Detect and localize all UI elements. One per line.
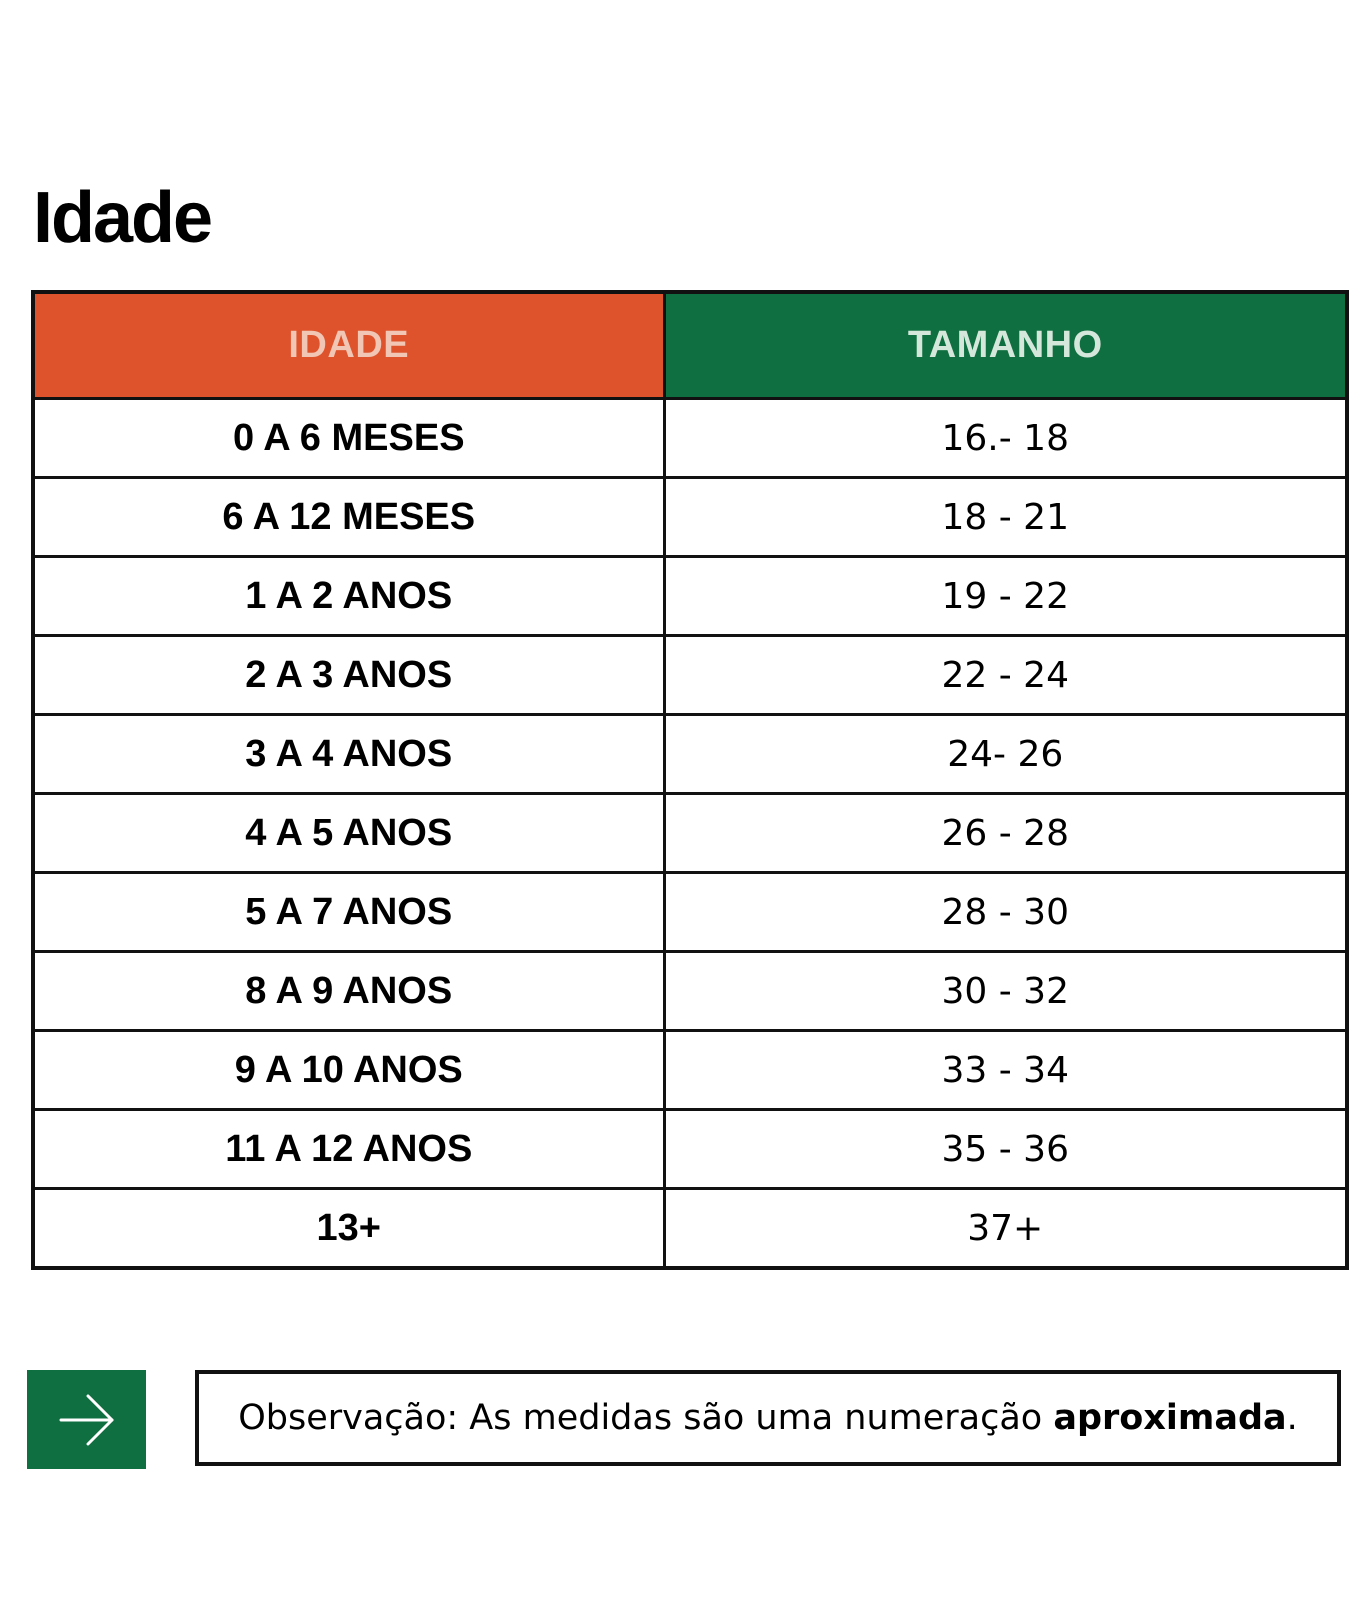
header-age: IDADE [33, 292, 664, 399]
age-cell: 3 A 4 ANOS [33, 715, 664, 794]
size-cell: 28 - 30 [664, 873, 1347, 952]
table-row [33, 952, 1347, 1031]
note-text-prefix: Observação: As medidas são uma numeração [238, 1398, 1054, 1438]
size-cell: 24- 26 [664, 715, 1347, 794]
size-table [31, 290, 1349, 1270]
size-cell: 37+ [664, 1189, 1347, 1269]
age-cell: 6 A 12 MESES [33, 478, 664, 557]
size-cell: 19 - 22 [664, 557, 1347, 636]
table-header-row [33, 292, 1347, 399]
age-cell: 11 A 12 ANOS [33, 1110, 664, 1189]
header-size: TAMANHO [664, 292, 1347, 399]
page-title: Idade [33, 178, 212, 258]
age-cell: 13+ [33, 1189, 664, 1269]
age-cell: 9 A 10 ANOS [33, 1031, 664, 1110]
age-cell: 5 A 7 ANOS [33, 873, 664, 952]
age-cell: 8 A 9 ANOS [33, 952, 664, 1031]
size-cell: 33 - 34 [664, 1031, 1347, 1110]
note-box [195, 1370, 1341, 1466]
note-text [238, 1398, 1298, 1438]
table-row [33, 1189, 1347, 1269]
size-cell: 18 - 21 [664, 478, 1347, 557]
size-cell: 35 - 36 [664, 1110, 1347, 1189]
table-row [33, 794, 1347, 873]
note-text-bold: aproximada [1053, 1398, 1287, 1438]
size-cell: 26 - 28 [664, 794, 1347, 873]
table-row [33, 557, 1347, 636]
table-row [33, 636, 1347, 715]
table-row [33, 715, 1347, 794]
arrow-box [27, 1370, 146, 1469]
size-cell: 30 - 32 [664, 952, 1347, 1031]
age-cell: 1 A 2 ANOS [33, 557, 664, 636]
table-row [33, 399, 1347, 478]
size-cell: 22 - 24 [664, 636, 1347, 715]
age-cell: 0 A 6 MESES [33, 399, 664, 478]
table-row [33, 1110, 1347, 1189]
age-cell: 2 A 3 ANOS [33, 636, 664, 715]
note-text-suffix: . [1286, 1398, 1298, 1438]
table-row [33, 1031, 1347, 1110]
age-cell: 4 A 5 ANOS [33, 794, 664, 873]
table-row [33, 873, 1347, 952]
arrow-right-icon [58, 1391, 116, 1449]
size-cell: 16.- 18 [664, 399, 1347, 478]
table-row [33, 478, 1347, 557]
